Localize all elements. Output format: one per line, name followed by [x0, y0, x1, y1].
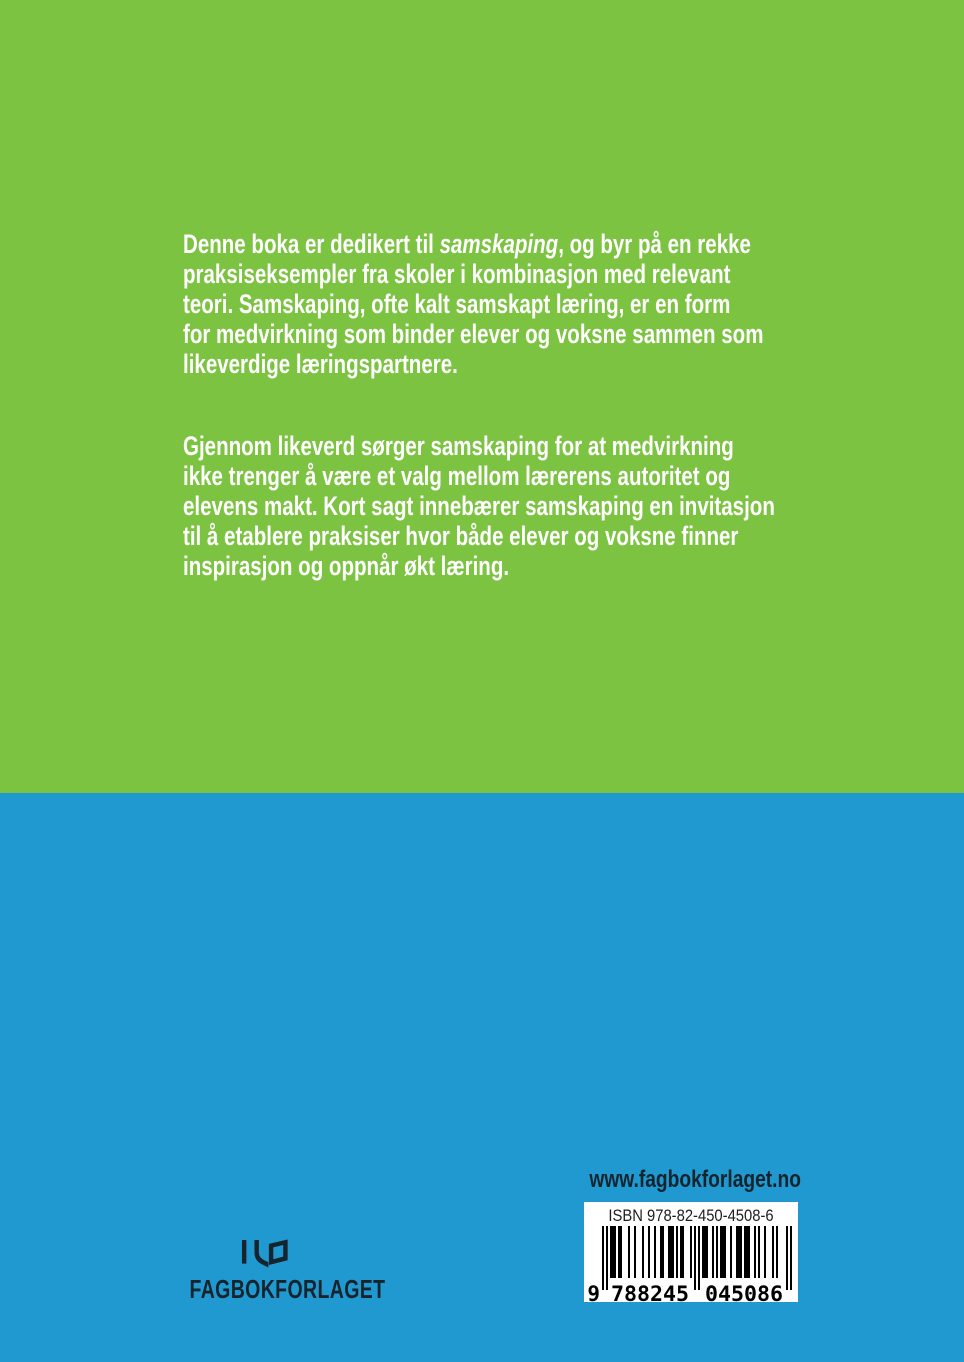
blurb-line: for medvirkning som binder elever og voksne sammen som — [183, 319, 764, 349]
blurb-paragraph-2 — [183, 431, 821, 581]
publisher-logo — [164, 1237, 386, 1305]
samskaping-italic: samskaping — [439, 229, 559, 259]
blurb-line: teori. Samskaping, ofte kalt samskapt læring, er en form — [183, 289, 731, 319]
blurb-line: likeverdige læringspartnere. — [183, 349, 458, 379]
isbn-label: ISBN 978-82-450-4508-6 — [608, 1206, 774, 1225]
blurb-text: Denne boka er dedikert til — [183, 229, 440, 259]
barcode-panel — [584, 1202, 798, 1302]
blurb-line: ikke trenger å være et valg mellom lærerens autoritet og — [183, 461, 731, 491]
blurb-line: Gjennom likeverd sørger samskaping for at medvirkning — [183, 431, 734, 461]
barcode-digits: 788245 — [611, 1282, 689, 1302]
blurb-text: , og byr på en rekke — [558, 229, 751, 259]
publisher-wordmark: FAGBOKFORLAGET — [189, 1274, 386, 1304]
open-book-icon — [241, 1237, 291, 1270]
blurb-line: inspirasjon og oppnår økt læring. — [183, 551, 510, 581]
blurb-line: elevens makt. Kort sagt innebærer samskaping en invitasjon — [183, 491, 775, 521]
blurb-paragraph-1 — [183, 229, 821, 379]
barcode-digits: 9 — [588, 1282, 600, 1302]
barcode-digits: 045086 — [705, 1282, 783, 1302]
blurb-line: praksiseksempler fra skoler i kombinasjon med relevant — [183, 259, 731, 289]
blurb-line: til å etablere praksiser hvor både elever og voksne finner — [183, 521, 739, 551]
ean-barcode — [584, 1226, 798, 1302]
blue-section — [0, 793, 964, 1362]
website-url: www.fagbokforlaget.no — [589, 1166, 801, 1193]
blurb-line — [183, 229, 821, 259]
